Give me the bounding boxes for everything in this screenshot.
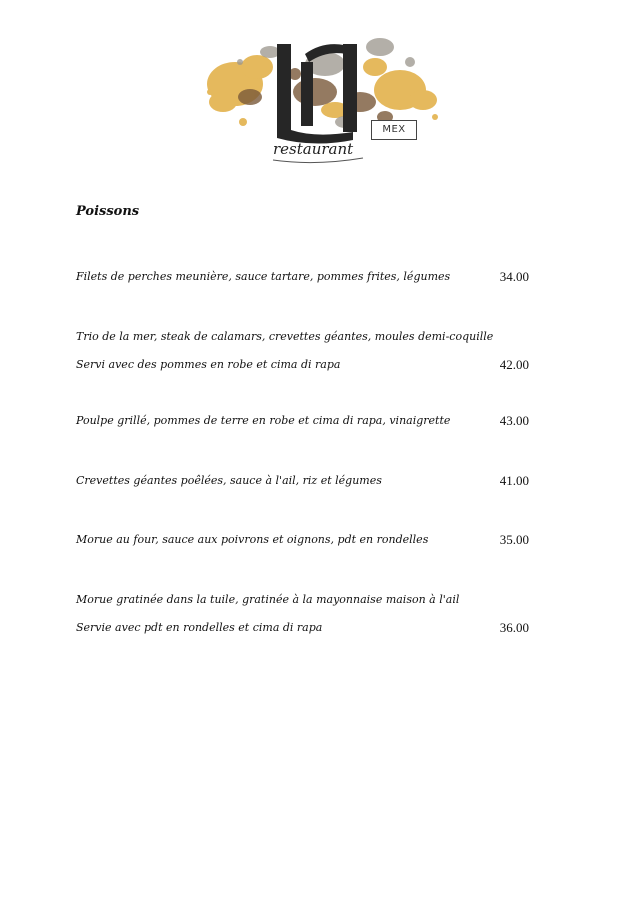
menu-item-description-2: Servi avec des pommes en robe et cima di rapa [76, 358, 341, 371]
menu-item-line [76, 268, 531, 286]
logo-wordmark: restaurant [273, 140, 354, 158]
menu-item-description: Morue gratinée dans la tuile, gratinée à la mayonnaise maison à l'ail [76, 593, 460, 606]
restaurant-logo [195, 22, 450, 170]
menu-item-description: Morue au four, sauce aux poivrons et oignons, pdt en rondelles [76, 533, 429, 546]
menu-item-description-2: Servie avec pdt en rondelles et cima di rapa [76, 621, 323, 634]
menu-item-price: 42.00 [499, 357, 529, 372]
menu-item [76, 591, 531, 637]
menu-item-description: Trio de la mer, steak de calamars, crevettes géantes, moules demi-coquille [76, 330, 494, 343]
menu-item-price: 34.00 [499, 269, 529, 284]
section-title: Poissons [76, 204, 140, 219]
logo-tag-label: MEX [371, 120, 417, 140]
menu-item-line [76, 356, 531, 374]
menu-item-line [76, 531, 531, 549]
menu-item-line [76, 328, 531, 346]
menu-item-price: 36.00 [499, 620, 529, 635]
menu-item [76, 531, 531, 549]
menu-item-line [76, 472, 531, 490]
menu-item [76, 412, 531, 430]
menu-item-price: 41.00 [499, 473, 529, 488]
menu-item [76, 328, 531, 374]
menu-item [76, 472, 531, 490]
menu-item-line [76, 591, 531, 609]
menu-item-line [76, 619, 531, 637]
menu-item [76, 268, 531, 286]
menu-item-description: Poulpe grillé, pommes de terre en robe et cima di rapa, vinaigrette [76, 414, 451, 427]
menu-item-description: Crevettes géantes poêlées, sauce à l'ail, riz et légumes [76, 474, 382, 487]
menu-item-description: Filets de perches meunière, sauce tartare, pommes frites, légumes [76, 270, 451, 283]
menu-item-price: 43.00 [499, 413, 529, 428]
menu-item-line [76, 412, 531, 430]
menu-item-price: 35.00 [499, 532, 529, 547]
